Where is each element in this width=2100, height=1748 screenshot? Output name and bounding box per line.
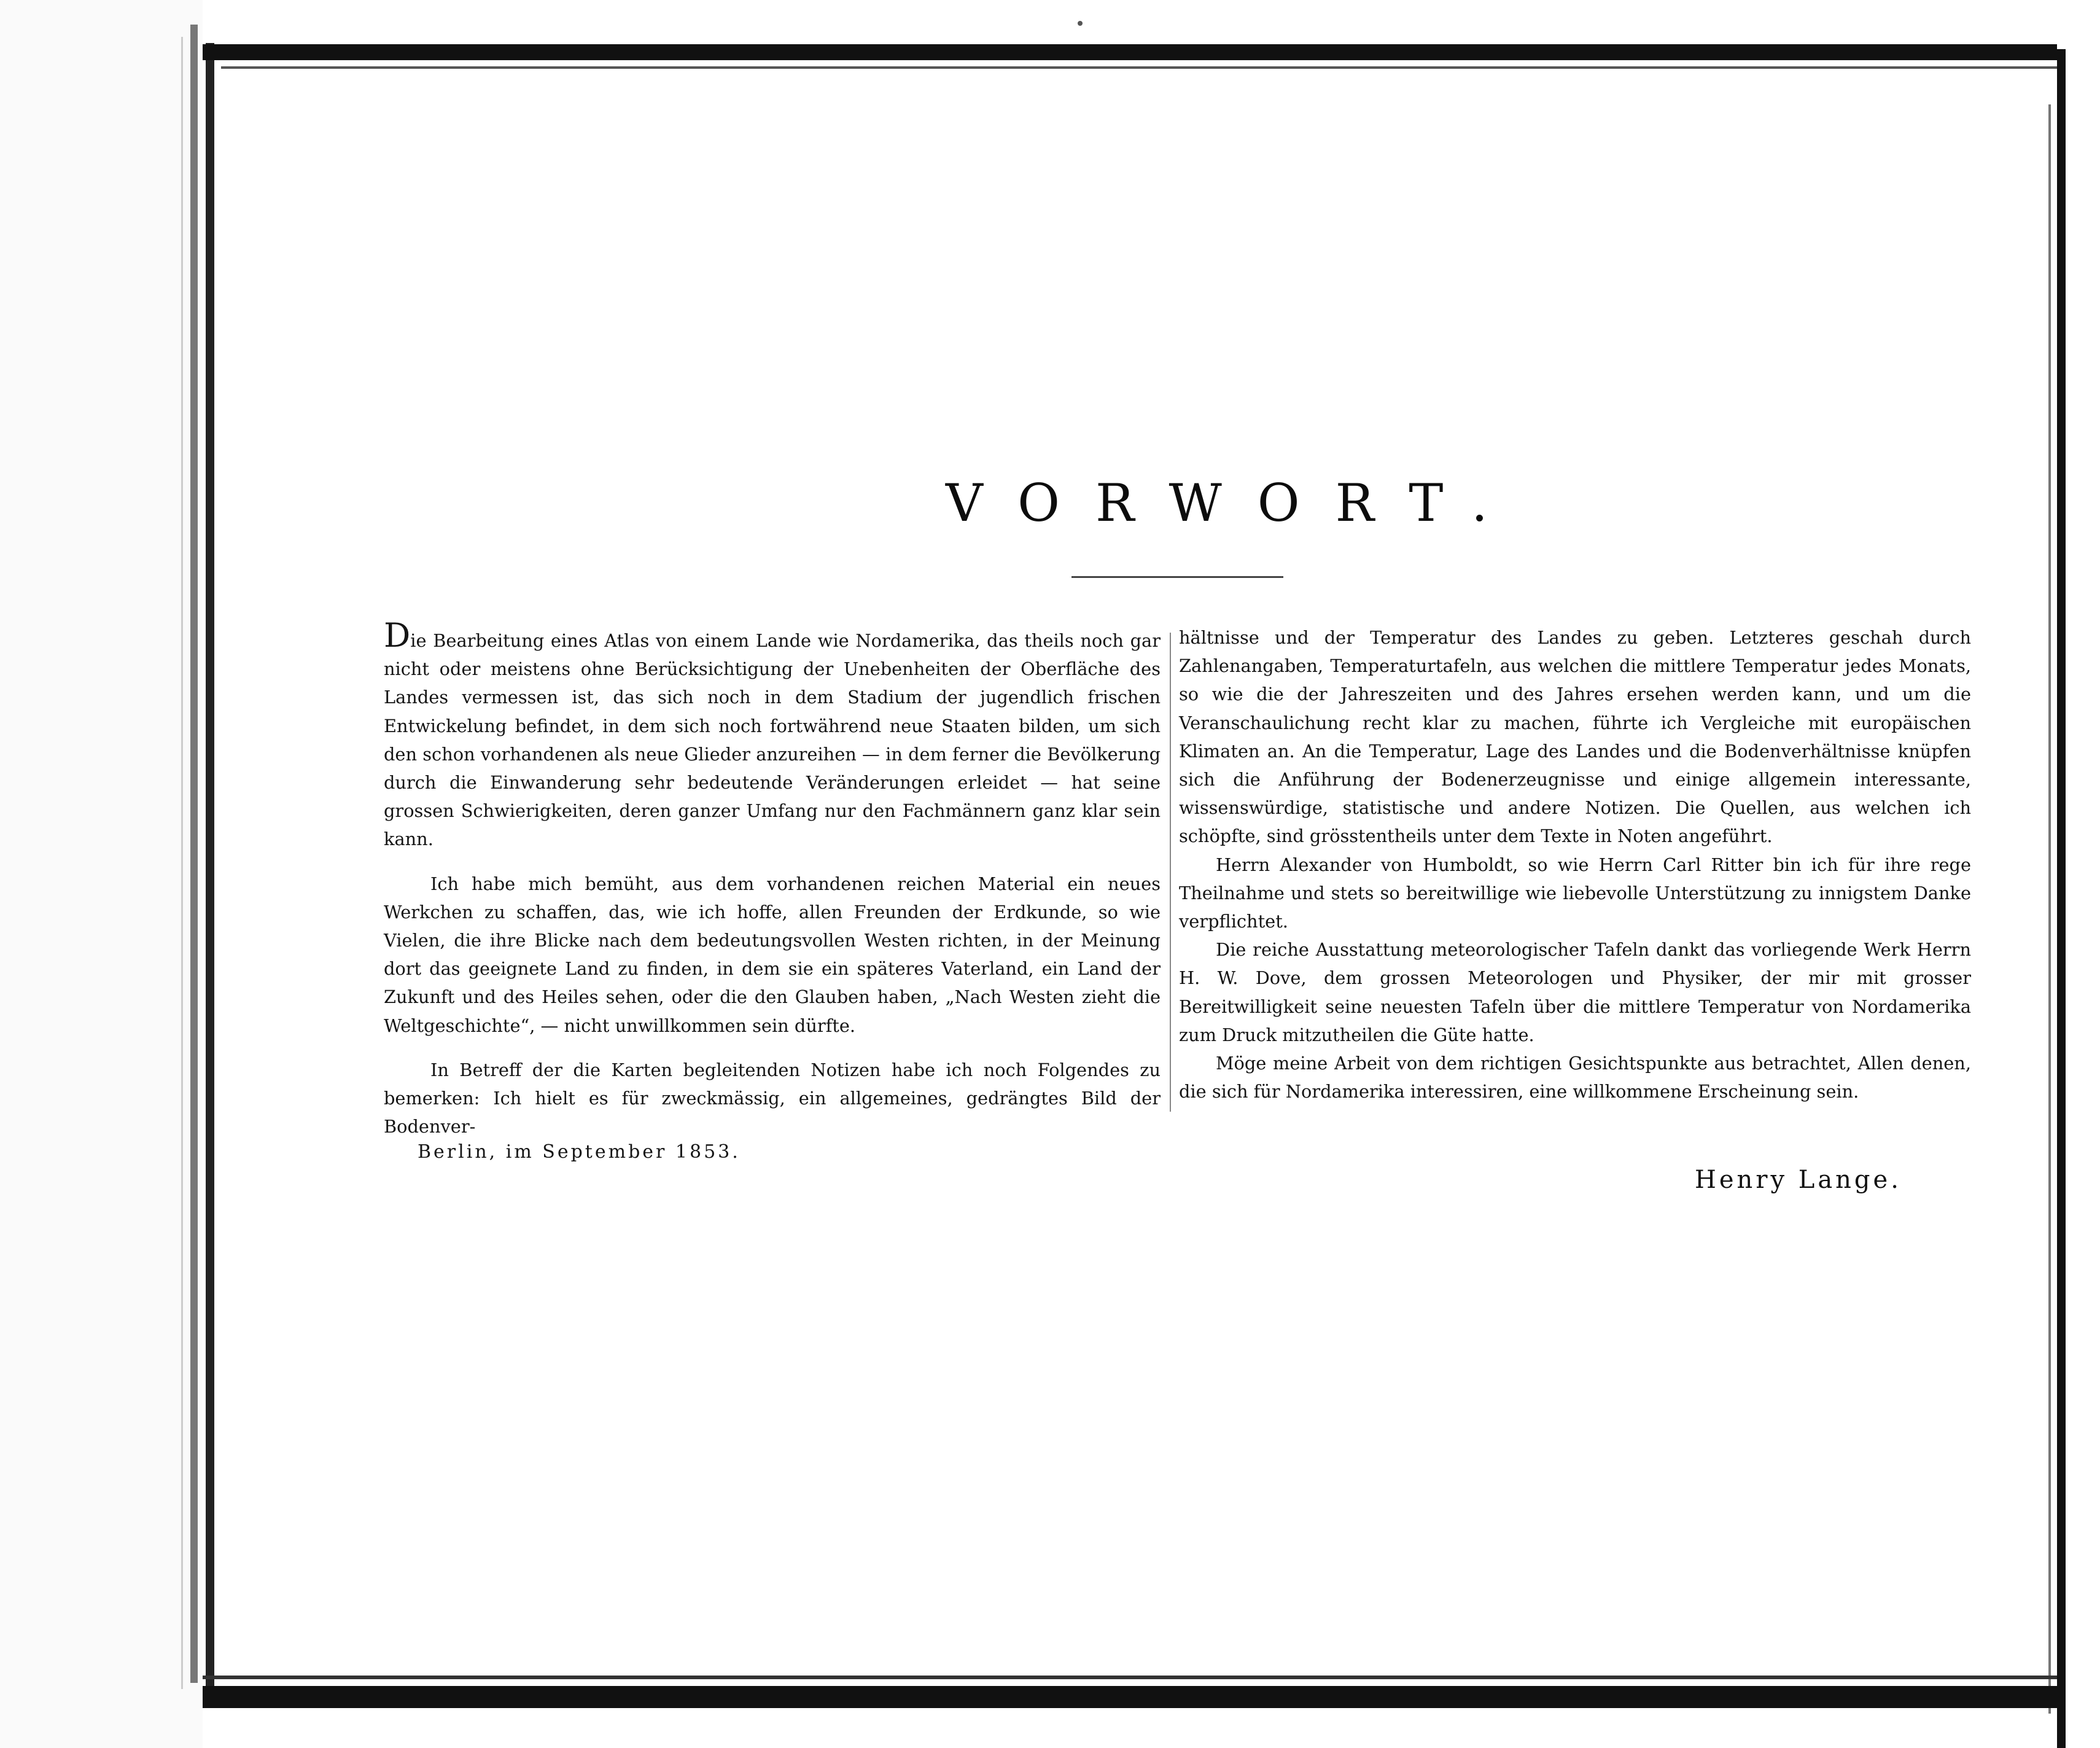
page-right-rule <box>2048 104 2051 1714</box>
page-gutter <box>0 0 203 1748</box>
spine-edge <box>190 25 198 1683</box>
scan-speck <box>1078 21 1083 26</box>
paragraph-dove: Die reiche Ausstattung meteorologischer Tafeln dankt das vorliegende Werk Herrn H. W. Dove, dem grossen Meteorologen und Physiker, der mir mit grosser Bereitwilligkeit seine neuesten Tafeln über die mittlere Temperatur von Nordamerika zum Druck mitzutheilen die Güte hatte. <box>1179 939 1971 1045</box>
paragraph-notes-continued: hältnisse und der Temperatur des Landes zu geben. Letzteres geschah durch Zahlenangaben, Temperaturtafeln, aus welchen die mittlere Temperatur jedes Monats, so wie die der Jahreszeiten und des Jahres ersehen werden kann, und um die Veranschaulichung recht klar zu machen, führte ich Vergleiche mit europäischen Klimaten an. An die Temperatur, Lage des Landes und die Bodenverhältnisse knüpfen sich die Anführung der Bodenerzeugnisse und einige allgemein interessante, wissenswürdige, statistische und andere Notizen. Die Quellen, aus welchen ich schöpfte, sind grösstentheils unter dem Texte in Noten angeführt. <box>1179 627 1971 847</box>
page-left-border <box>206 43 214 1701</box>
paragraph-purpose: Ich habe mich bemüht, aus dem vorhandenen reichen Material ein neues Werkchen zu schaffen, das, wie ich hoffe, allen Freunden der Erdkunde, so wie Vielen, die ihre Blicke nach dem bedeutungsvollen Westen richten, in der Meinung dort das geeignete Land zu finden, in dem sie ein späteres Vaterland, ein Land der Zukunft und des Heiles sehen, oder die den Glauben haben, „Nach Westen zieht die Weltgeschichte“, — nicht unwillkommen sein dürfte. <box>384 873 1161 1036</box>
page-top-rule <box>221 66 2057 69</box>
paragraph-notes: In Betreff der die Karten begleitenden Notizen habe ich noch Folgendes zu bemerken: Ich hielt es für zweckmässig, ein allgemeines, gedrängtes Bild der Bodenver- <box>384 1059 1161 1137</box>
drop-cap: D <box>384 616 411 655</box>
gutter-line <box>181 37 183 1689</box>
author-signature: Henry Lange. <box>1695 1166 1902 1194</box>
place-date: Berlin, im September 1853. <box>418 1141 741 1163</box>
column-divider <box>1170 633 1171 1112</box>
paragraph-intro <box>384 616 1161 854</box>
paragraph-intro-text: ie Bearbeitung eines Atlas von einem Lande wie Nordamerika, das theils noch gar nicht oder meistens ohne Berücksichtigung der Unebenheiten der Oberfläche des Landes vermessen ist, das sich noch in dem Stadium der jugendlich frischen Entwickelung befindet, in dem sich noch fortwährend neue Staaten bilden, um sich den schon vorhandenen als neue Glieder anzureihen — in dem ferner die Bevölkerung durch die Einwanderung sehr bedeutende Veränderungen erleidet — hat seine grossen Schwierigkeiten, deren ganzer Umfang nur den Fachmännern ganz klar sein kann. <box>384 630 1161 850</box>
left-text-column <box>384 616 1161 1157</box>
paragraph-acknowledgement: Herrn Alexander von Humboldt, so wie Herrn Carl Ritter bin ich für ihre rege Theilnahme und stets so bereitwillige wie liebevolle Unterstützung zu innigstem Danke verpflichtet. <box>1179 854 1971 932</box>
right-text-column <box>1179 623 1971 1106</box>
title-divider <box>1071 576 1283 578</box>
page-right-border <box>2057 49 2100 1748</box>
page-bottom-rule <box>203 1676 2057 1679</box>
page-title: VORWORT. <box>946 473 1523 533</box>
page-bottom-border <box>203 1686 2063 1708</box>
page-top-border <box>203 44 2057 60</box>
paragraph-closing: Möge meine Arbeit von dem richtigen Gesichtspunkte aus betrachtet, Allen denen, die sich für Nordamerika interessiren, eine willkommene Erscheinung sein. <box>1179 1053 1971 1102</box>
